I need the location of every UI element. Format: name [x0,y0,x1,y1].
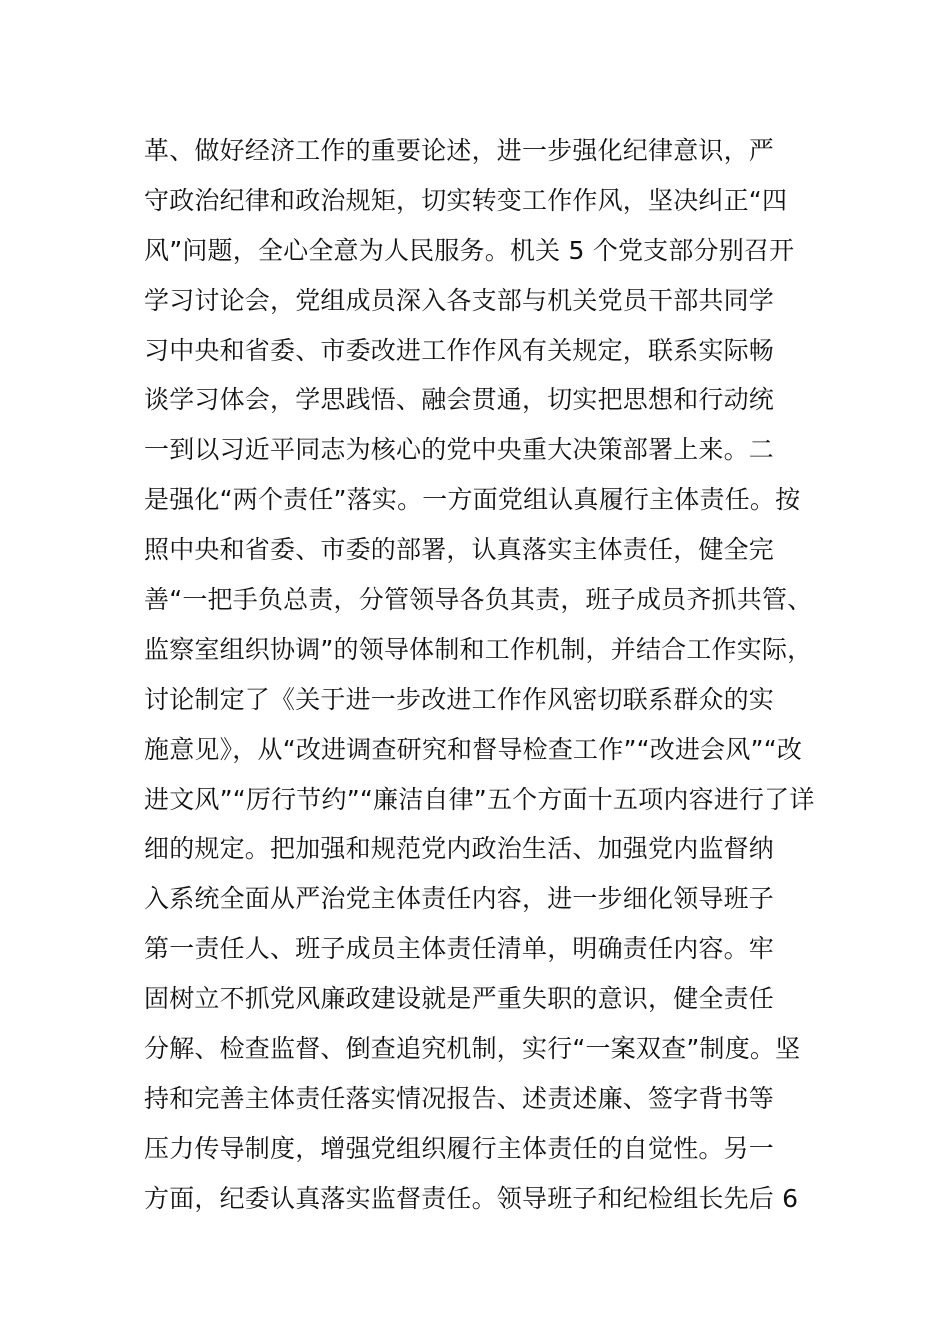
text-line: 习中央和省委、市委改进工作作风有关规定，联系实际畅 [144,335,775,365]
text-line: 学习讨论会，党组成员深入各支部与机关党员干部共同学 [144,285,775,315]
text-line: 一到以习近平同志为核心的党中央重大决策部署上来。二 [144,435,775,465]
text-line: 细的规定。把加强和规范党内政治生活、加强党内监督纳 [144,834,775,864]
text-line: 善“一把手负总责，分管领导各负其责，班子成员齐抓共管、 [144,585,813,615]
text-line: 固树立不抓党风廉政建设就是严重失职的意识，健全责任 [144,984,775,1014]
text-line: 守政治纪律和政治规矩，切实转变工作作风，坚决纠正“四 [144,185,788,215]
text-line: 入系统全面从严治党主体责任内容，进一步细化领导班子 [144,884,775,914]
text-line: 讨论制定了《关于进一步改进工作作风密切联系群众的实 [144,684,775,714]
text-line: 是强化“两个责任”落实。一方面党组认真履行主体责任。按 [144,485,801,515]
text-line: 进文风”“厉行节约”“廉洁自律”五个方面十五项内容进行了详 [144,784,815,814]
text-line: 监察室组织协调”的领导体制和工作机制，并结合工作实际， [144,634,813,664]
text-line: 压力传导制度，增强党组织履行主体责任的自觉性。另一 [144,1133,775,1163]
text-line: 第一责任人、班子成员主体责任清单，明确责任内容。牢 [144,934,775,964]
text-line: 风”问题，全心全意为人民服务。机关 5 个党支部分别召开 [144,235,795,265]
text-line: 革、做好经济工作的重要论述，进一步强化纪律意识，严 [144,136,775,165]
text-line: 照中央和省委、市委的部署，认真落实主体责任，健全完 [144,535,775,565]
text-line: 谈学习体会，学思践悟、融会贯通，切实把思想和行动统 [144,385,775,415]
text-line: 施意见》，从“改进调查研究和督导检查工作”“改进会风”“改 [144,734,803,764]
text-line: 分解、检查监督、倒查追究机制，实行“一案双查”制度。坚 [144,1034,801,1064]
text-line: 持和完善主体责任落实情况报告、述责述廉、签字背书等 [144,1083,775,1113]
text-line: 方面，纪委认真落实监督责任。领导班子和纪检组长先后 6 [144,1183,799,1213]
body-paragraph [144,126,844,1224]
